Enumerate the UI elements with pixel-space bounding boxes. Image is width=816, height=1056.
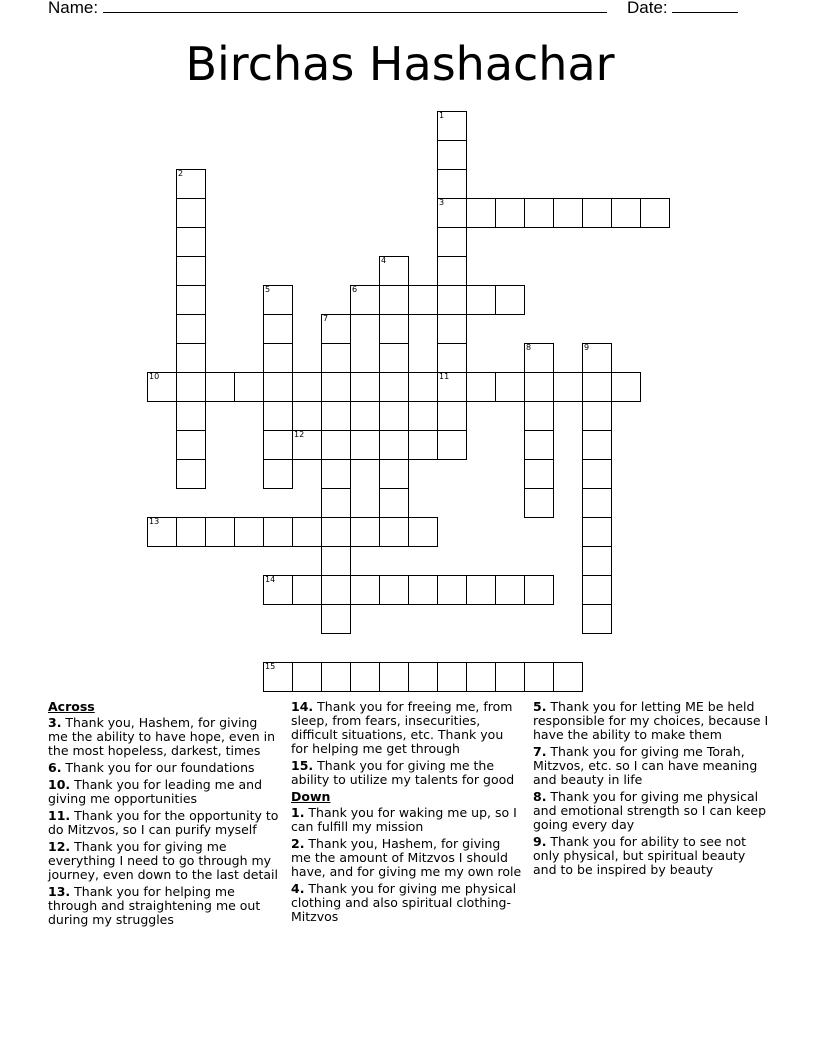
grid-cell[interactable] [379,372,409,402]
grid-cell[interactable] [437,227,467,257]
grid-cell[interactable] [437,314,467,344]
clue-label: 14. [291,699,314,714]
grid-cell[interactable] [379,575,409,605]
grid-cell[interactable] [379,459,409,489]
grid-cell[interactable] [234,372,264,402]
grid-cell[interactable] [408,372,438,402]
across-clue: 12. Thank you for giving me everything I need to go through my journey, even down to the last detail [48,839,278,882]
grid-cell[interactable] [292,662,322,692]
grid-cell[interactable] [292,517,322,547]
grid-cell[interactable] [176,198,206,228]
grid-cell[interactable] [379,662,409,692]
grid-cell[interactable] [582,517,612,547]
clue-number: 9 [584,343,590,352]
across-clue: 3. Thank you, Hashem, for giving me the ability to have hope, even in the most hopeless, darkest, times [48,715,275,758]
grid-cell[interactable] [350,285,380,315]
grid-cell[interactable] [263,459,293,489]
clues-column-2 [291,700,524,927]
clue-number: 2 [178,169,184,178]
grid-cell[interactable] [524,662,554,692]
grid-cell[interactable] [437,140,467,170]
grid-cell[interactable] [582,430,612,460]
grid-cell[interactable] [524,488,554,518]
grid-cell[interactable] [379,430,409,460]
grid-cell[interactable] [582,372,612,402]
grid-cell[interactable] [524,401,554,431]
across-clue: 11. Thank you for the opportunity to do Mitzvos, so I can purify myself [48,808,279,837]
clue-label: 3. [48,715,62,730]
grid-cell[interactable] [350,517,380,547]
grid-cell[interactable] [495,662,525,692]
grid-cell[interactable] [176,430,206,460]
grid-cell[interactable] [640,198,670,228]
grid-cell[interactable] [292,430,322,460]
across-clue: 14. Thank you for freeing me, from sleep, from fears, insecurities, difficult situations, etc. Thank you for helping me get through [291,699,513,756]
clue-number: 1 [439,111,445,120]
grid-cell[interactable] [582,488,612,518]
grid-cell[interactable] [524,459,554,489]
grid-cell[interactable] [611,372,641,402]
grid-cell[interactable] [582,546,612,576]
clue-number: 6 [352,285,358,294]
grid-cell[interactable] [437,169,467,199]
grid-cell[interactable] [379,488,409,518]
clue-label: 7. [533,744,547,759]
clue-number: 11 [439,372,450,381]
grid-cell[interactable] [350,430,380,460]
across-clue: 13. Thank you for helping me through and straightening me out during my struggles [48,884,261,927]
grid-cell[interactable] [379,343,409,373]
name-label: Name: [48,0,99,17]
grid-cell[interactable] [553,662,583,692]
down-clue: 4. Thank you for giving me physical clothing and also spiritual clothing-Mitzvos [291,881,517,924]
grid-cell[interactable] [234,517,264,547]
grid-cell[interactable] [321,372,351,402]
grid-cell[interactable] [321,459,351,489]
grid-cell[interactable] [408,430,438,460]
grid-cell[interactable] [147,372,177,402]
grid-cell[interactable] [379,285,409,315]
down-heading: Down [291,789,331,804]
down-clue: 8. Thank you for giving me physical and emotional strength so I can keep going every day [533,789,767,832]
across-clue: 6. Thank you for our foundations [48,760,255,775]
grid-cell[interactable] [524,430,554,460]
grid-cell[interactable] [437,430,467,460]
grid-cell[interactable] [263,285,293,315]
grid-cell[interactable] [176,169,206,199]
clue-number: 12 [294,430,305,439]
grid-cell[interactable] [582,198,612,228]
grid-cell[interactable] [263,662,293,692]
clue-label: 12. [48,839,71,854]
grid-cell[interactable] [321,575,351,605]
down-clue: 2. Thank you, Hashem, for giving me the amount of Mitzvos I should have, and for giving me my own role [291,836,522,879]
grid-cell[interactable] [437,256,467,286]
grid-cell[interactable] [437,372,467,402]
clue-label: 9. [533,834,547,849]
clue-label: 4. [291,881,305,896]
grid-cell[interactable] [495,198,525,228]
clue-label: 2. [291,836,305,851]
grid-cell[interactable] [321,662,351,692]
grid-cell[interactable] [524,372,554,402]
grid-cell[interactable] [176,372,206,402]
grid-cell[interactable] [379,256,409,286]
down-clue: 9. Thank you for ability to see not only physical, but spiritual beauty and to be inspired by beauty [533,834,747,877]
grid-cell[interactable] [408,517,438,547]
across-heading: Across [48,699,95,714]
grid-cell[interactable] [321,343,351,373]
grid-cell[interactable] [147,517,177,547]
grid-cell[interactable] [321,430,351,460]
grid-cell[interactable] [292,372,322,402]
down-clue: 7. Thank you for giving me Torah, Mitzvos, etc. so I can have meaning and beauty in life [533,744,758,787]
grid-cell[interactable] [408,662,438,692]
grid-cell[interactable] [495,372,525,402]
grid-cell[interactable] [466,575,496,605]
grid-cell[interactable] [321,604,351,634]
grid-cell[interactable] [408,575,438,605]
clue-number: 10 [149,372,160,381]
grid-cell[interactable] [176,314,206,344]
grid-cell[interactable] [466,372,496,402]
down-clue: 1. Thank you for waking me up, so I can fulfill my mission [291,805,517,834]
across-clue: 10. Thank you for leading me and giving me opportunities [48,777,263,806]
grid-cell[interactable] [321,488,351,518]
clue-label: 8. [533,789,547,804]
clue-label: 1. [291,805,305,820]
grid-cell[interactable] [176,459,206,489]
grid-cell[interactable] [176,343,206,373]
grid-cell[interactable] [437,575,467,605]
grid-cell[interactable] [321,401,351,431]
grid-cell[interactable] [582,604,612,634]
grid-cell[interactable] [350,575,380,605]
grid-cell[interactable] [350,662,380,692]
grid-cell[interactable] [205,372,235,402]
grid-cell[interactable] [176,227,206,257]
clue-number: 14 [265,575,276,584]
grid-cell[interactable] [466,662,496,692]
grid-cell[interactable] [379,314,409,344]
grid-cell[interactable] [553,372,583,402]
grid-cell[interactable] [437,662,467,692]
page-title: Birchas Hashachar [185,37,615,91]
grid-cell[interactable] [263,517,293,547]
grid-cell[interactable] [263,401,293,431]
clue-number: 15 [265,662,276,671]
grid-cell[interactable] [582,401,612,431]
grid-cell[interactable] [321,314,351,344]
clue-label: 15. [291,758,314,773]
clues-column-1 [48,700,280,930]
grid-cell[interactable] [263,343,293,373]
across-clue: 15. Thank you for giving me the ability to utilize my talents for good [291,758,515,787]
grid-cell[interactable] [176,256,206,286]
grid-cell[interactable] [379,401,409,431]
grid-cell[interactable] [176,517,206,547]
grid-cell[interactable] [524,343,554,373]
grid-cell[interactable] [582,459,612,489]
grid-cell[interactable] [321,517,351,547]
grid-cell[interactable] [176,285,206,315]
grid-cell[interactable] [437,111,467,141]
down-clue: 5. Thank you for letting ME be held responsible for my choices, because I have the ability to make them [533,699,769,742]
grid-cell[interactable] [437,198,467,228]
grid-cell[interactable] [466,285,496,315]
grid-cell[interactable] [263,430,293,460]
grid-cell[interactable] [437,401,467,431]
grid-cell[interactable] [524,575,554,605]
grid-cell[interactable] [495,575,525,605]
grid-cell[interactable] [611,198,641,228]
clue-number: 13 [149,517,160,526]
grid-cell[interactable] [350,372,380,402]
clue-label: 6. [48,760,62,775]
grid-cell[interactable] [553,198,583,228]
grid-cell[interactable] [292,575,322,605]
grid-cell[interactable] [263,575,293,605]
clue-number: 4 [381,256,387,265]
clue-number: 8 [526,343,532,352]
clue-label: 5. [533,699,547,714]
clue-number: 7 [323,314,329,323]
clue-label: 10. [48,777,71,792]
date-label: Date: [627,0,668,17]
grid-cell[interactable] [582,343,612,373]
grid-cell[interactable] [437,285,467,315]
clues-column-3 [533,700,771,880]
clue-number: 5 [265,285,271,294]
grid-cell[interactable] [379,517,409,547]
grid-cell[interactable] [205,517,235,547]
clue-number: 3 [439,198,445,207]
grid-cell[interactable] [466,198,496,228]
grid-cell[interactable] [321,546,351,576]
grid-cell[interactable] [437,343,467,373]
clue-label: 13. [48,884,71,899]
grid-cell[interactable] [582,575,612,605]
grid-cell[interactable] [263,314,293,344]
grid-cell[interactable] [263,372,293,402]
grid-cell[interactable] [176,401,206,431]
grid-cell[interactable] [524,198,554,228]
grid-cell[interactable] [495,285,525,315]
grid-cell[interactable] [408,285,438,315]
clue-label: 11. [48,808,71,823]
